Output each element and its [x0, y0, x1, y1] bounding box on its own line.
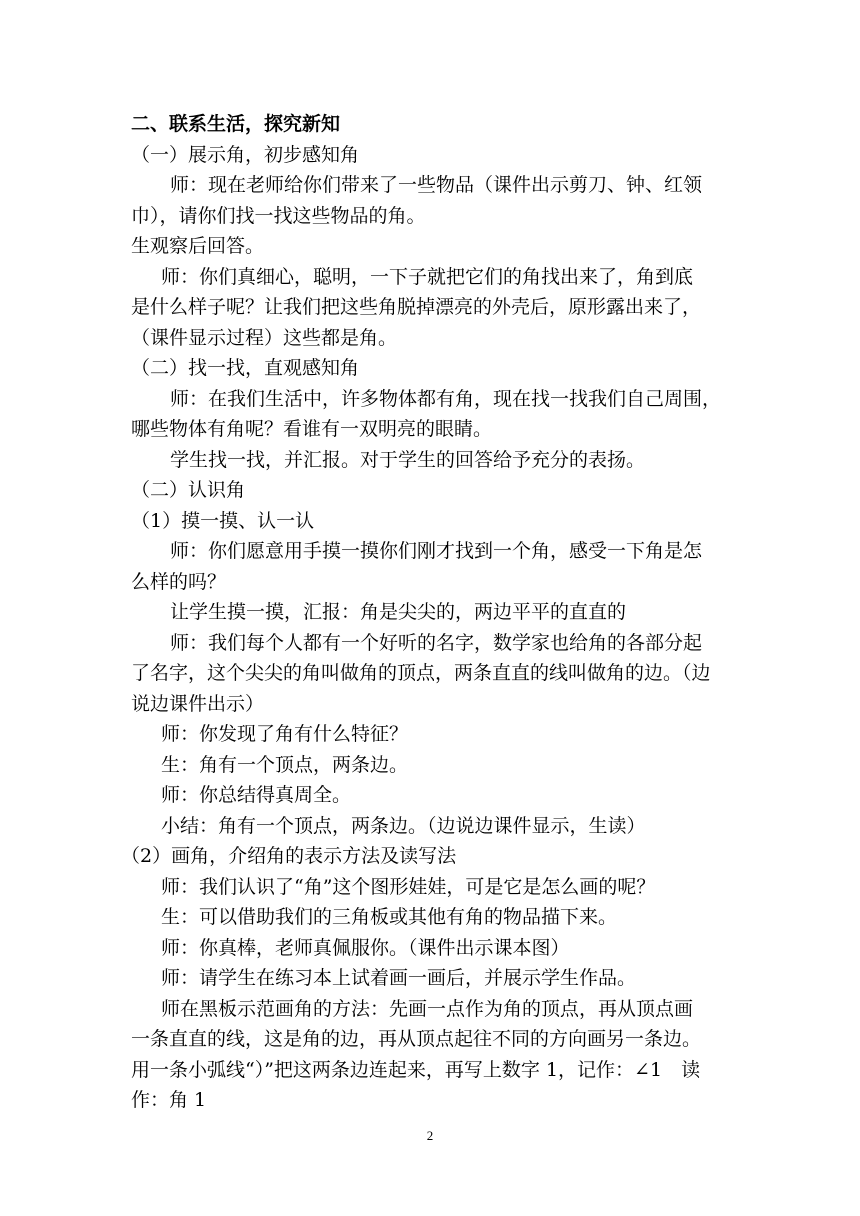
paragraph-line: 是什么样子呢？让我们把这些角脱掉漂亮的外壳后，原形露出来了，	[131, 296, 702, 318]
paragraph-line: 师在黑板示范画角的方法：先画一点作为角的顶点，再从顶点画	[161, 997, 694, 1020]
paragraph-line: 一条直直的线，这是角的边，再从顶点起往不同的方向画另一条边。	[131, 1028, 702, 1050]
paragraph-line: 师：你们真细心，聪明，一下子就把它们的角找出来了，角到底	[161, 265, 694, 288]
page-number: 2	[426, 1128, 434, 1143]
subsection-heading: （二）找一找，直观感知角	[131, 357, 360, 379]
paragraph-line: 了名字，这个尖尖的角叫做角的顶点，两条直直的线叫做角的边。（边	[131, 662, 711, 684]
paragraph-line: 师：你总结得真周全。	[161, 784, 352, 806]
paragraph-line: （课件显示过程）这些都是角。	[131, 326, 398, 349]
paragraph-line: 师：我们每个人都有一个好听的名字，数学家也给角的各部分起	[170, 631, 703, 654]
paragraph-line: 师：请学生在练习本上试着画一画后，并展示学生作品。	[161, 967, 637, 989]
paragraph-line: 用一条小弧线“）”把这两条边连起来，再写上数字 1，记作：∠1 读	[131, 1058, 701, 1081]
paragraph-line: 么样的吗？	[131, 570, 227, 593]
paragraph-line: 巾），请你们找一找这些物品的角。	[131, 204, 426, 227]
paragraph-line: 师：现在老师给你们带来了一些物品（课件出示剪刀、钟、红领	[170, 174, 703, 196]
paragraph-line: 小结：角有一个顶点，两条边。（边说边课件显示，生读）	[161, 814, 646, 837]
paragraph-line: 哪些物体有角呢？看谁有一双明亮的眼睛。	[131, 418, 493, 440]
subsection-heading: （1）摸一摸、认一认	[131, 509, 315, 532]
paragraph-line: 师：你发现了角有什么特征？	[161, 723, 409, 745]
paragraph-line: 生观察后回答。	[131, 235, 265, 257]
section-heading: 二、联系生活，探究新知	[131, 113, 341, 135]
subsection-heading: （2）画角，介绍角的表示方法及读写法	[121, 845, 457, 867]
paragraph-line: 师：在我们生活中，许多物体都有角，现在找一找我们自己周围，	[170, 387, 722, 410]
subsection-heading: （二）认识角	[131, 479, 246, 501]
subsection-heading: （一）展示角，初步感知角	[131, 143, 360, 166]
document-body	[121, 109, 731, 1116]
paragraph-line: 让学生摸一摸，汇报：角是尖尖的，两边平平的直直的	[170, 601, 627, 623]
paragraph-line: 作：角 1	[131, 1089, 207, 1111]
paragraph-line: 师：我们认识了“角”这个图形娃娃，可是它是怎么画的呢？	[161, 875, 656, 898]
paragraph-line: 生：可以借助我们的三角板或其他有角的物品描下来。	[161, 906, 618, 928]
paragraph-line: 生：角有一个顶点，两条边。	[161, 753, 409, 776]
paragraph-line: 说边课件出示）	[131, 692, 265, 715]
paragraph-line: 师：你们愿意用手摸一摸你们刚才找到一个角，感受一下角是怎	[170, 540, 703, 562]
paragraph-line: 学生找一找，并汇报。对于学生的回答给予充分的表扬。	[170, 448, 646, 471]
paragraph-line: 师：你真棒，老师真佩服你。（课件出示课本图）	[161, 936, 570, 959]
